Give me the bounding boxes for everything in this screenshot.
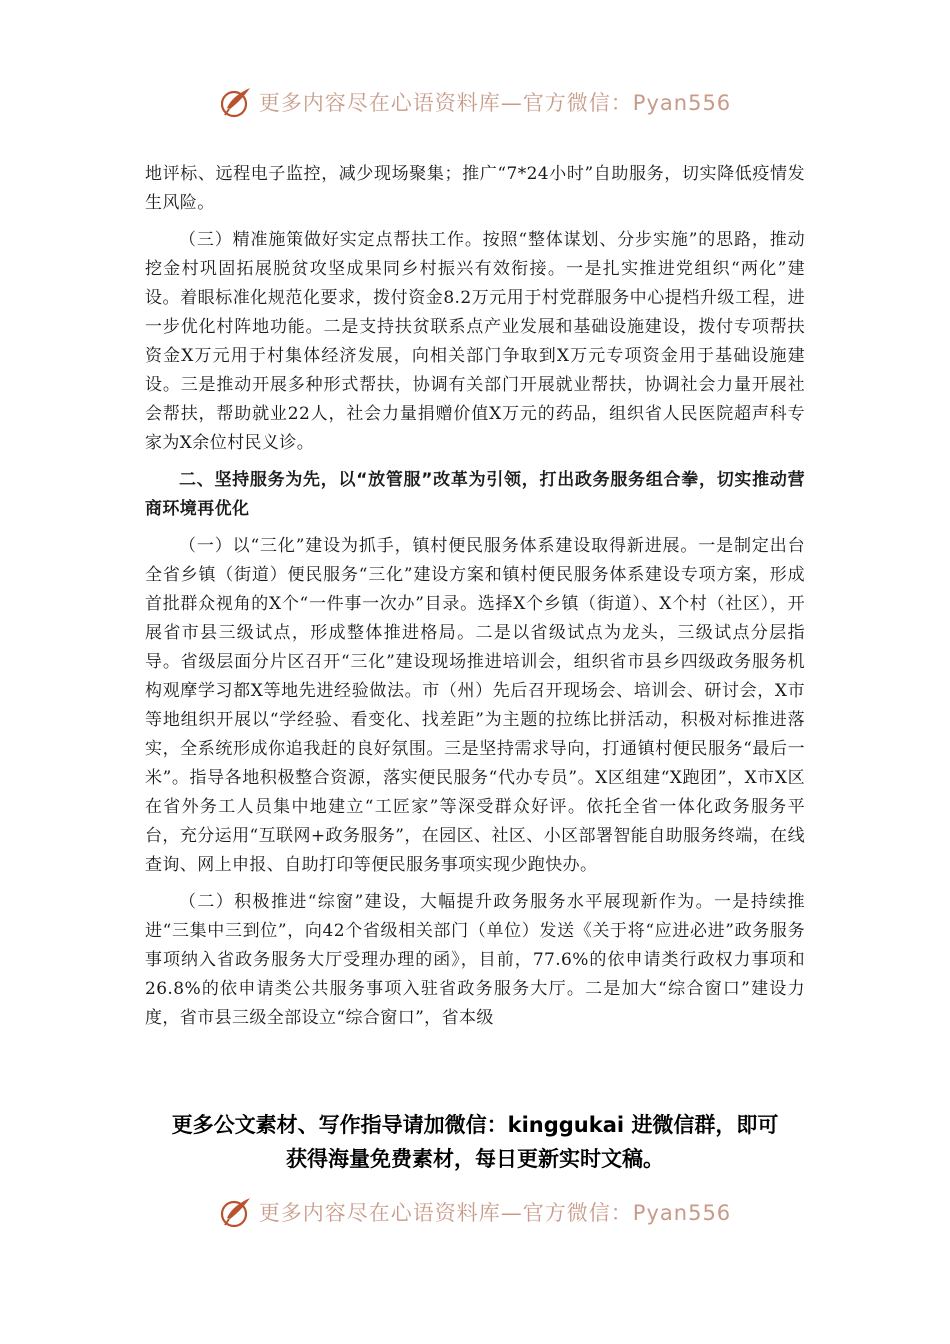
paragraph-targeted-assistance: （三）精准施策做好实定点帮扶工作。按照“整体谋划、分步实施”的思路，推动挖金村巩固拓展脱贫攻坚成果同乡村振兴有效衔接。一是扎实推进党组织“两化”建设。着眼标准化规范化要求，拨付资金8.2万元用于村党群服务中心提档升级工程，进一步优化村阵地功能。二是支持扶贫联系点产业发展和基础设施建设，拨付专项帮扶资金X万元用于村集体经济发展，向相关部门争取到X万元专项资金用于基础设施建设。三是推动开展多种形式帮扶，协调有关部门开展就业帮扶，协调社会力量开展社会帮扶，帮助就业22人，社会力量捐赠价值X万元的药品，组织省人民医院超声科专家为X余位村民义诊。 bbox=[145, 230, 805, 453]
section-heading-two: 二、坚持服务为先，以“放管服”改革为引领，打出政务服务组合拳，切实推动营商环境再优化 bbox=[145, 470, 805, 519]
quill-logo-icon bbox=[219, 85, 253, 119]
watermark-banner-bottom bbox=[0, 1190, 950, 1234]
quill-logo-icon bbox=[219, 1195, 253, 1229]
watermark-text-top: 更多内容尽在心语资料库—官方微信：Pyan556 bbox=[258, 91, 732, 115]
paragraph-three-modernizations: （一）以“三化”建设为抓手，镇村便民服务体系建设取得新进展。一是制定出台全省乡镇（街道）便民服务“三化”建设方案和镇村便民服务体系建设专项方案，形成首批群众视角的X个“一件事一次办”目录。选择X个乡镇（街道）、X个村（社区），开展省市县三级试点，形成整体推进格局。二是以省级试点为龙头，三级试点分层指导。省级层面分片区召开“三化”建设现场推进培训会，组织省市县乡四级政务服务机构观摩学习都X等地先进经验做法。市（州）先后召开现场会、培训会、研讨会，X市等地组织开展以“学经验、看变化、找差距”为主题的拉练比拼活动，积极对标推进落实，全系统形成你追我赶的良好氛围。三是坚持需求导向，打通镇村便民服务“最后一米”。指导各地积极整合资源，落实便民服务“代办专员”。X区组建“X跑团”，X市X区在省外务工人员集中地建立“工匠家”等深受群众好评。依托全省一体化政务服务平台，充分运用“互联网+政务服务”，在园区、社区、小区部署智能自助服务终端，在线查询、网上申报、自助打印等便民服务事项实现少跑快办。 bbox=[145, 536, 805, 875]
promo-line-2: 获得海量免费素材，每日更新实时文稿。 bbox=[286, 1147, 664, 1171]
document-body bbox=[145, 160, 805, 1041]
watermark-text-bottom: 更多内容尽在心语资料库—官方微信：Pyan556 bbox=[258, 1201, 732, 1225]
watermark-banner-top bbox=[0, 80, 950, 124]
promo-notice bbox=[100, 1108, 850, 1176]
paragraph-comprehensive-window: （二）积极推进“综窗”建设，大幅提升政务服务水平展现新作为。一是持续推进“三集中三到位”，向42个省级相关部门（单位）发送《关于将“应进必进”政务服务事项纳入省政务服务大厅受理办理的函》，目前，77.6%的依申请类行政权力事项和26.8%的依申请类公共服务事项入驻省政务服务大厅。二是加大“综合窗口”建设力度，省市县三级全部设立“综合窗口”，省本级 bbox=[145, 892, 805, 1028]
promo-line-1: 更多公文素材、写作指导请加微信：kinggukai 进微信群，即可 bbox=[171, 1113, 779, 1137]
paragraph-continuation: 地评标、远程电子监控，减少现场聚集；推广“7*24小时”自助服务，切实降低疫情发生风险。 bbox=[145, 164, 805, 213]
